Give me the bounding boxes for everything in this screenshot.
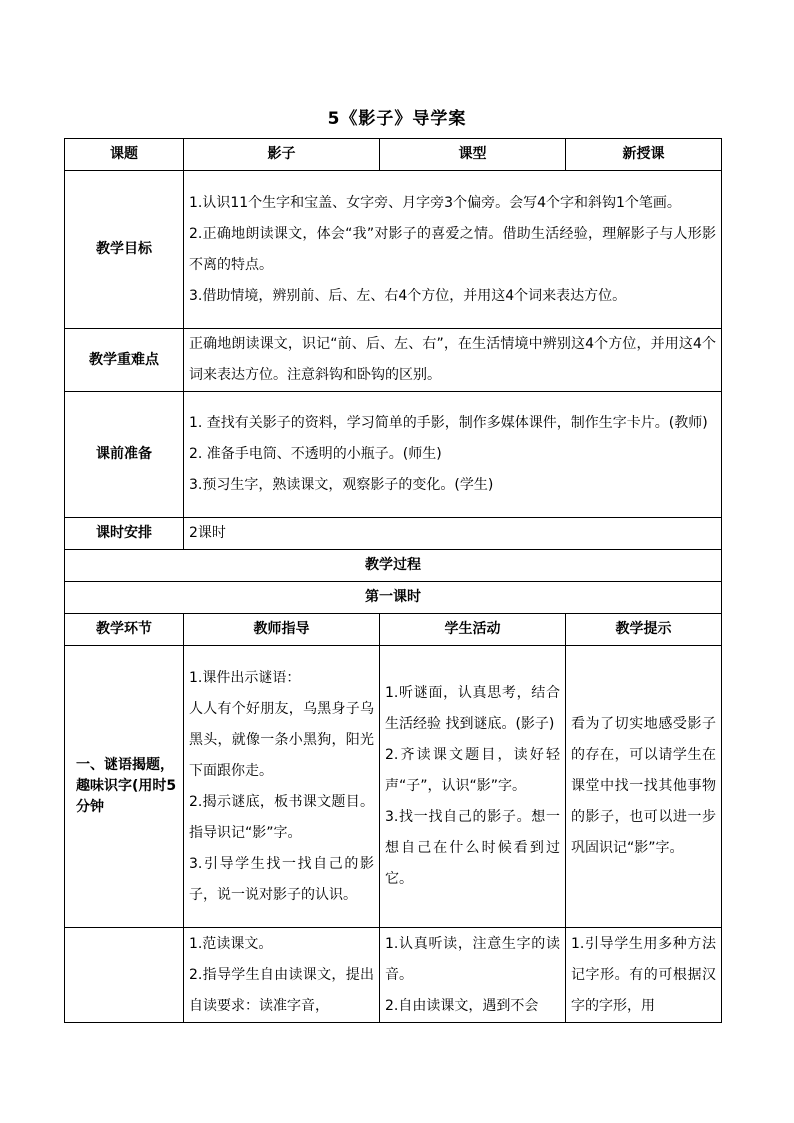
lesson-plan-table [64, 138, 722, 1023]
stage2-teacher-cell [184, 928, 380, 1023]
stage1-student-2: 2.齐读课文题目，读好轻声“子”，认识“影”字。 [385, 747, 560, 794]
header-teacher: 教师指导 [184, 614, 380, 646]
stage2-name-cell [65, 928, 184, 1023]
stage2-teacher-2: 2.指导学生自由读课文，提出自读要求：读准字音， [189, 966, 374, 1014]
stage2-row [65, 928, 722, 1023]
stage1-teacher-4: 3.引导学生找一找自己的影子，说一说对影子的认识。 [189, 855, 374, 903]
preparation-1: 1. 查找有关影子的资料，学习简单的手影，制作多媒体课件，制作生字卡片。(教师) [189, 415, 708, 431]
stage1-tips-cell [566, 646, 722, 928]
stage1-teacher-cell [184, 646, 380, 928]
key-points-text: 正确地朗读课文，识记“前、后、左、右”，在生活情境中辨别这4个方位，并用这4个词来表达方位。注意斜钩和卧钩的区别。 [189, 336, 716, 383]
stage2-student-cell [380, 928, 566, 1023]
objectives-row [65, 171, 722, 329]
stage2-tips-cell [566, 928, 722, 1023]
label-key-points: 教学重难点 [65, 329, 184, 392]
lesson-title: 第一课时 [65, 582, 722, 614]
stage1-tips-1: 看为了切实地感受影子的存在，可以请学生在课堂中找一找其他事物的影子，也可以进一步巩固识记“影”字。 [571, 716, 716, 856]
stage1-name: 一、谜语揭题，趣味识字(用时5分钟 [76, 757, 177, 815]
objectives-content [184, 171, 722, 329]
stage2-student-1: 1.认真听读，注意生字的读音。 [385, 935, 560, 983]
stage1-row [65, 646, 722, 928]
lesson-title-row [65, 582, 722, 614]
stage1-student-cell [380, 646, 566, 928]
process-header-row [65, 614, 722, 646]
header-tips: 教学提示 [566, 614, 722, 646]
key-points-content [184, 329, 722, 392]
label-objectives: 教学目标 [65, 171, 184, 329]
stage1-student-3: 3.找一找自己的影子。想一想自己在什么时候看到过它。 [385, 809, 560, 887]
header-row [65, 139, 722, 171]
objective-3: 3.借助情境，辨别前、后、左、右4个方位，并用这4个词来表达方位。 [189, 287, 627, 304]
topic-value: 影子 [184, 139, 380, 171]
label-schedule: 课时安排 [65, 518, 184, 550]
objective-2: 2.正确地朗读课文，体会“我”对影子的喜爱之情。借助生活经验，理解影子与人形影不离的特点。 [189, 225, 716, 273]
label-preparation: 课前准备 [65, 392, 184, 518]
preparation-row [65, 392, 722, 518]
preparation-3: 3.预习生字，熟读课文，观察影子的变化。(学生) [189, 477, 494, 493]
schedule-value: 2课时 [184, 518, 722, 550]
process-title-row [65, 550, 722, 582]
stage1-teacher-2: 人人有个好朋友，乌黑身子乌黑头，就像一条小黑狗，阳光下面跟你走。 [189, 700, 374, 779]
stage2-tips-1: 1.引导学生用多种方法记字形。有的可根据汉字的字形，用 [571, 935, 716, 1014]
stage1-teacher-3: 2.揭示谜底，板书课文题目。指导识记“影”字。 [189, 793, 374, 841]
header-stage: 教学环节 [65, 614, 184, 646]
stage1-student-1: 1.听谜面，认真思考，结合生活经验 找到谜底。(影子) [385, 685, 560, 732]
document-title: 5《影子》导学案 [327, 109, 467, 129]
stage1-teacher-1: 1.课件出示谜语： [189, 669, 301, 686]
label-lesson-type: 课型 [380, 139, 566, 171]
header-student: 学生活动 [380, 614, 566, 646]
schedule-row [65, 518, 722, 550]
preparation-content [184, 392, 722, 518]
key-points-row [65, 329, 722, 392]
label-topic: 课题 [65, 139, 184, 171]
stage2-teacher-1: 1.范读课文。 [189, 935, 273, 952]
stage2-student-2: 2.自由读课文，遇到不会 [385, 997, 539, 1014]
objective-1: 1.认识11个生字和宝盖、女字旁、月字旁3个偏旁。会写4个字和斜钩1个笔画。 [189, 194, 681, 211]
lesson-type-value: 新授课 [566, 139, 722, 171]
stage1-name-cell [65, 646, 184, 928]
process-title: 教学过程 [65, 550, 722, 582]
preparation-2: 2. 准备手电筒、不透明的小瓶子。(师生) [189, 446, 442, 462]
